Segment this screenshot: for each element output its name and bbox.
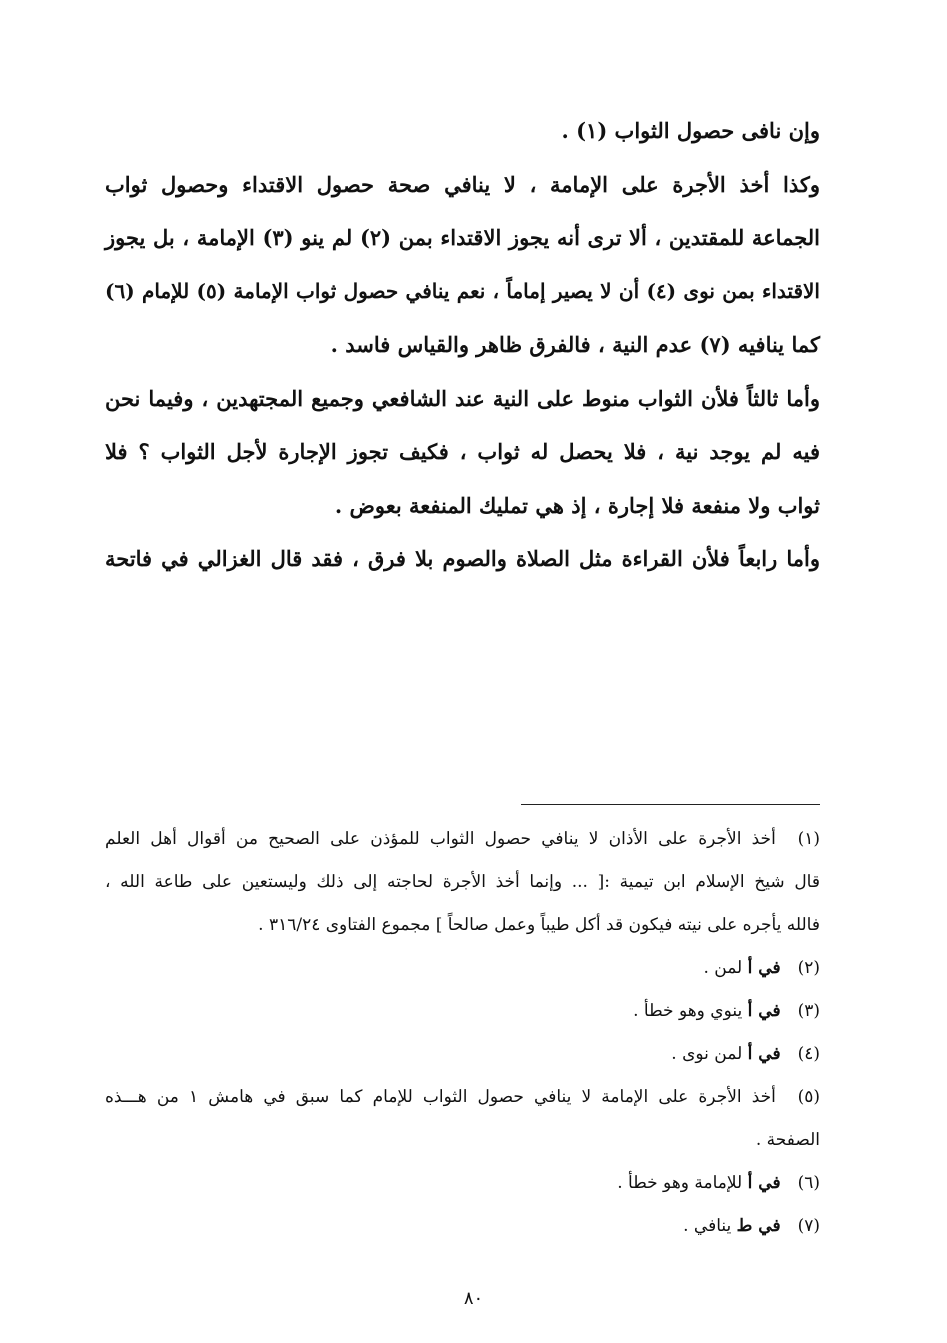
footnote-7	[105, 1205, 820, 1248]
footnote-text: أخذ الأجرة على الأذان لا ينافي حصول الثواب للمؤذن على الصحيح من أقوال أهل العلم	[105, 829, 776, 849]
footnote-number: (٥)	[797, 1087, 821, 1107]
footnote-label: في أ	[747, 1001, 781, 1021]
footnote-1-line-1	[105, 818, 820, 861]
main-line-9: وأما رابعاً فلأن القراءة مثل الصلاة والصوم بلا فرق ، فقد قال الغزالي في فاتحة	[105, 546, 820, 571]
main-line-1: وإن نافى حصول الثواب (١) .	[561, 118, 820, 143]
footnotes	[105, 818, 820, 1248]
main-line-3: الجماعة للمقتدين ، ألا ترى أنه يجوز الاقتداء بمن (٢) لم ينو (٣) الإمامة ، بل يجوز	[105, 225, 820, 250]
main-line-4: الاقتداء بمن نوى (٤) أن لا يصير إماماً ، نعم ينافي حصول ثواب الإمامة (٥) للإمام (٦)	[105, 278, 820, 303]
footnote-text: ينوي وهو خطأ .	[633, 1001, 743, 1021]
main-text	[105, 104, 820, 586]
footnote-number: (٦)	[797, 1173, 820, 1193]
footnote-5-line-1	[105, 1076, 820, 1119]
footnote-5-line-2: الصفحة .	[755, 1130, 820, 1150]
footnote-4	[105, 1033, 820, 1076]
main-line-8: ثواب ولا منفعة فلا إجارة ، إذ هي تمليك المنفعة بعوض .	[334, 492, 820, 518]
footnote-divider	[521, 804, 820, 805]
footnote-number: (١)	[797, 829, 820, 849]
footnote-3	[105, 990, 820, 1033]
main-line-6: وأما ثالثاً فلأن الثواب منوط على النية عند الشافعي وجميع المجتهدين ، وفيما نحن	[105, 385, 820, 411]
footnote-label: في ط	[736, 1216, 781, 1236]
footnote-6	[105, 1162, 820, 1205]
footnote-label: في أ	[747, 1173, 781, 1193]
footnote-text: ينافي .	[683, 1216, 732, 1236]
footnote-2	[105, 947, 820, 990]
main-line-7: فيه لم يوجد نية ، فلا يحصل له ثواب ، فكيف تجوز الإجارة لأجل الثواب ؟ فلا	[105, 439, 820, 464]
footnote-text: لمن نوى .	[671, 1044, 743, 1064]
footnote-text: لمن .	[703, 958, 743, 978]
footnote-number: (٢)	[797, 958, 820, 978]
footnote-label: في أ	[747, 1044, 781, 1064]
main-line-5: كما ينافيه (٧) عدم النية ، فالفرق ظاهر والقياس فاسد .	[330, 332, 820, 357]
footnote-1-line-3: فالله يأجره على نيته فيكون قد أكل طيباً وعمل صالحاً ] مجموع الفتاوى ٣١٦/٢٤ .	[258, 915, 820, 935]
footnote-number: (٣)	[797, 1001, 820, 1021]
main-line-2: وكذا أخذ الأجرة على الإمامة ، لا ينافي صحة حصول الاقتداء وحصول ثواب	[105, 171, 820, 197]
footnote-1-line-2: قال شيخ الإسلام ابن تيمية :[ ... وإنما أخذ الأجرة لحاجته إلى ذلك وليستعين على طاعة الله ،	[105, 872, 820, 892]
footnote-number: (٧)	[797, 1216, 820, 1236]
footnote-number: (٤)	[797, 1044, 820, 1064]
footnote-text: للإمامة وهو خطأ .	[617, 1173, 743, 1193]
footnote-text: أخذ الأجرة على الإمامة لا ينافي حصول الثواب للإمام كما سبق في هامش ١ من هـــذه	[105, 1087, 776, 1107]
footnote-label: في أ	[747, 958, 781, 978]
page-number: ٨٠	[463, 1288, 484, 1309]
